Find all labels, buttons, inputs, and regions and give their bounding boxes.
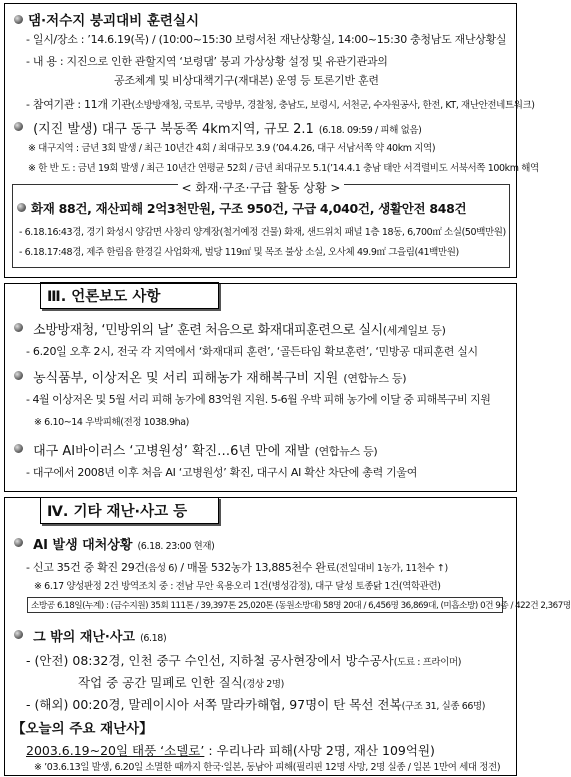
other-headline: 그 밖의 재난·사고 — [33, 630, 135, 645]
press-item-2-source: (연합뉴스 등) — [343, 372, 407, 385]
other-safety — [26, 650, 461, 669]
ai-stats — [26, 556, 448, 575]
drill-place: - 일시/장소 : ’14.6.19(목) / (10:00~15:30 보령서천 재난상황실, 14:00~15:30 충청남도 재난상황실 — [26, 33, 507, 46]
drill-title: 댐·저수지 붕괴대비 훈련실시 — [14, 9, 199, 29]
drill-orgs-detail: (소방방재청, 국토부, 국방부, 경찰청, 충남도, 보령시, 서천군, 수자원공사, 한전, KT, 재난안전네트워크) — [131, 100, 535, 111]
press-item-1 — [14, 319, 446, 338]
other-safety-cont — [78, 672, 284, 691]
ai-stats-d: (전일대비 1농가, 11천수 ↑) — [335, 563, 448, 574]
today-line — [26, 740, 435, 759]
press-item-2-note: ※ 6.10~14 우박피해(전정 1038.9ha) — [34, 417, 189, 428]
quake-headline: (지진 발생) 대구 동구 북동쪽 4km지역, 규모 2.1 — [33, 122, 314, 137]
drill-content-cont: 공조체계 및 비상대책기구(재대본) 운영 등 토론기반 훈련 — [114, 74, 379, 87]
other-safety-text: - (안전) 08:32경, 인천 중구 수인선, 지하철 공사현장에서 방수공사 — [26, 653, 394, 668]
incident-hwaseong: - 6.18.16:43경, 경기 화성시 양감면 사창리 양계장(철거예정 건물) 화재, 샌드위치 패널 1층 18동, 6,700㎡ 소실(50백만원) — [19, 227, 506, 238]
other-date: (6.18) — [140, 633, 167, 644]
incident-caption: < 화재·구조·구급 활동 상황 > — [178, 181, 345, 195]
incident-jeju: - 6.18.17:48경, 제주 한림읍 한경길 사업화재, 벌당 119㎡ 및 목조 불상 소실, 오사체 49.9㎡ 그을림(41백만원) — [19, 247, 459, 258]
ai-stats-c: / 매몰 532농가 13,885천수 완료 — [177, 561, 336, 574]
other-overseas-tag: (구조 31, 실종 66명) — [401, 701, 486, 712]
press-item-3-source: (연합뉴스 등) — [314, 445, 378, 458]
press-item-2 — [14, 367, 406, 386]
other-heading: Ⅳ. 기타 재난·사고 등 — [40, 497, 219, 524]
other-safety-cont-text: 작업 중 공간 밀폐로 인한 질식 — [78, 675, 243, 690]
press-item-1-desc: - 6.20일 오후 2시, 전국 각 지역에서 ‘화재대피 훈련’, ‘골든타임 확보훈련’, ‘민방공 대피훈련 실시 — [26, 345, 478, 358]
drill-orgs — [26, 93, 535, 112]
drill-content: - 내 용 : 지진으로 인한 관할지역 ‘보령댐’ 붕괴 가상상황 설정 및 유관기관과의 — [26, 55, 388, 68]
other-title — [14, 626, 166, 645]
incident-box — [12, 181, 510, 268]
press-item-2-title: 농식품부, 이상저온 및 서리 피해농가 재해복구비 지원 — [33, 371, 339, 386]
section-press-frame — [4, 283, 517, 492]
other-safety-tag: (도료 : 프라이머) — [393, 657, 462, 668]
other-overseas-text: - (해외) 00:20경, 말레이시아 서쪽 말라카해협, 97명이 탄 목선 전복 — [26, 697, 402, 712]
press-item-1-title: 소방방재청, ‘민방위의 날’ 훈련 처음으로 화재대피훈련으로 실시 — [33, 323, 383, 338]
press-item-3 — [14, 440, 377, 459]
press-item-1-source: (세계일보 등) — [382, 324, 446, 337]
ai-time: (6.18. 23:00 현재) — [137, 541, 215, 552]
today-damage: : 우리나라 피해(사망 2명, 재산 109억원) — [204, 743, 435, 758]
ai-stats-a: - 신고 35건 중 확진 29건 — [26, 561, 145, 574]
other-overseas — [26, 694, 485, 713]
quake-note-daegu: ※ 대구지역 : 금년 3회 발생 / 최근 10년간 4회 / 최대규모 3.9 (’04.4.26, 대구 서남서쪽 약 40km 지역) — [28, 143, 436, 154]
other-safety-cont-tag: (경상 2명) — [242, 679, 284, 690]
press-heading: Ⅲ. 언론보도 사항 — [40, 282, 219, 309]
ai-stats-b: (음성 6) — [144, 563, 178, 574]
quake-time: (6.18. 09:59 / 피해 없음) — [318, 125, 422, 136]
press-item-2-desc: - 4월 이상저온 및 5월 서리 피해 농가에 83억원 지원. 5-6월 우박 피해 농가에 이달 중 피해복구비 지원 — [26, 393, 491, 406]
drill-orgs-main: - 참여기관 : 11개 기관 — [26, 98, 132, 111]
ai-title — [14, 534, 214, 553]
ai-response-table: 소방공 6.18일(누계) : (금수지원) 35회 111톤 / 39,397톤 25,020톤 (동원소방대) 58명 20대 / 6,456명 36,869대, (미흡소방) 0건 9종 / 422건 2,367명 — [27, 597, 503, 613]
ai-headline: AI 발생 대처상황 — [33, 538, 133, 553]
press-item-3-title: 대구 AI바이러스 ‘고병원성’ 확진…6년 만에 재발 — [33, 444, 310, 459]
today-typhoon: 2003.6.19~20일 태풍 ‘소델로’ — [26, 743, 205, 758]
quake-note-peninsula: ※ 한 반 도 : 금년 19회 발생 / 최근 10년간 연평균 52회 / 금년 최대규모 5.1(’14.4.1 충남 태안 서격렬비도 서북서쪽 100km 해역 — [28, 163, 539, 174]
press-item-3-desc: - 대구에서 2008년 이후 처음 AI ‘고병원성’ 확진, 대구시 AI 확산 차단에 총력 기울여 — [26, 466, 418, 479]
incident-summary: 화재 88건, 재산피해 2억3천만원, 구조 950건, 구급 4,040건, 생활안전 848건 — [17, 199, 466, 217]
today-heading: 【오늘의 주요 재난사】 — [12, 721, 153, 737]
quake-title — [14, 118, 421, 137]
today-note: ※ ’03.6.13일 발생, 6.20일 소멸한 때까지 한국·일본, 동남아 피해(필리핀 12명 사망, 2명 실종 / 일본 1만여 세대 정전) — [34, 762, 501, 773]
ai-note: ※ 6.17 양성판정 2건 방역조치 중 : 전남 무안 육용오리 1건(병성감정), 대구 달성 토종닭 1건(역학관련) — [34, 581, 441, 592]
